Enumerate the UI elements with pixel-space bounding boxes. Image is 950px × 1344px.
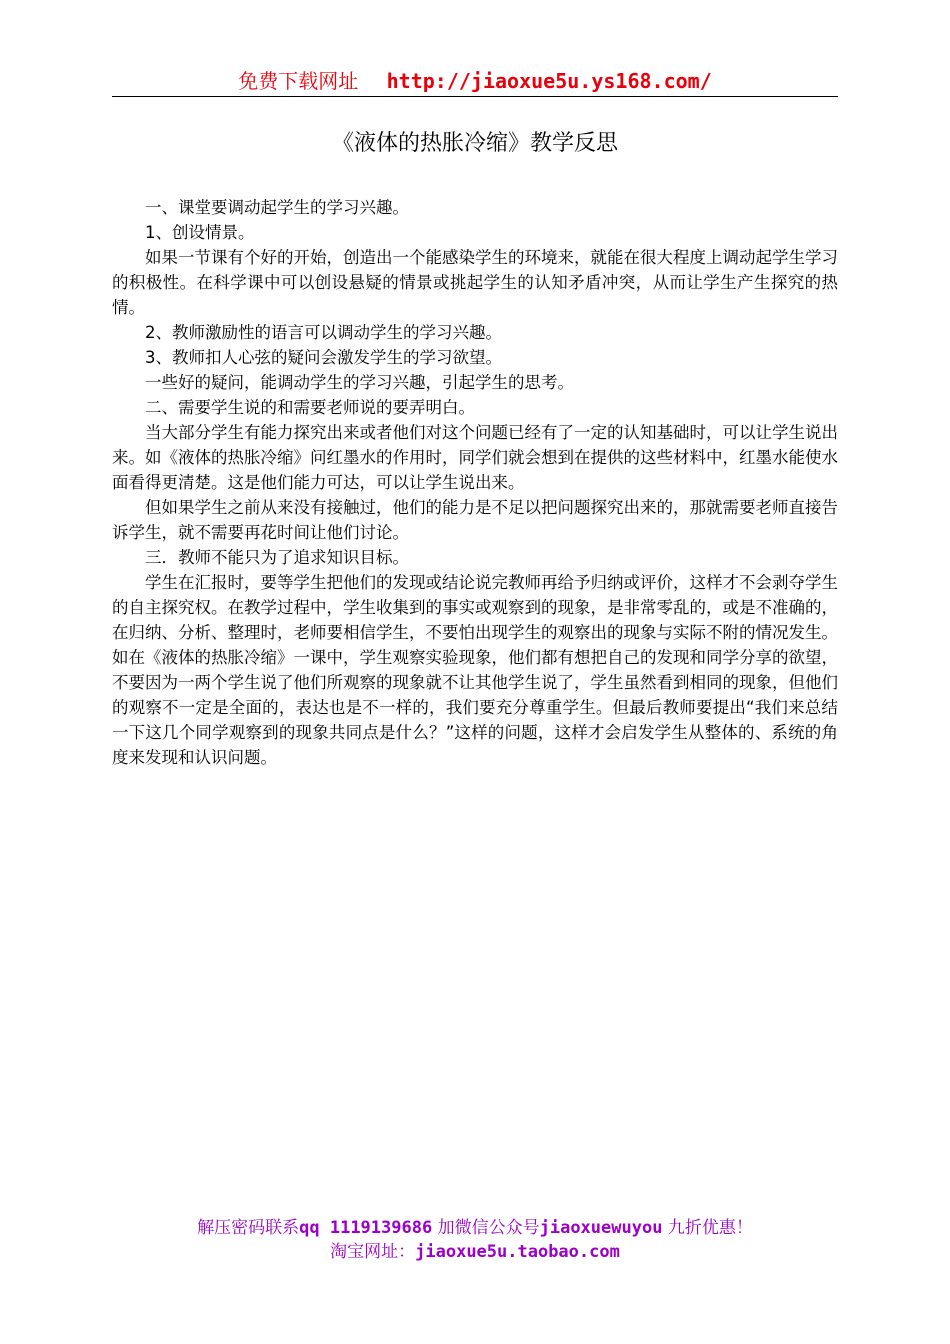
paragraph: 2、教师激励性的语言可以调动学生的学习兴趣。 xyxy=(145,323,502,342)
footer-wechat-id: jiaoxuewuyou xyxy=(539,1218,663,1238)
footer-qq: qq 1119139686 xyxy=(299,1218,433,1238)
paragraph: 三．教师不能只为了追求知识目标。 xyxy=(145,548,409,567)
header-label: 免费下载网址 xyxy=(238,69,359,93)
paragraph: 一、课堂要调动起学生的学习兴趣。 xyxy=(145,198,409,217)
footer-shop-label: 淘宝网址： xyxy=(330,1242,416,1262)
footer-discount: 九折优惠！ xyxy=(667,1218,753,1238)
footer-contact-line xyxy=(112,1216,838,1240)
page-header xyxy=(112,66,838,96)
document-title: 《液体的热胀冷缩》教学反思 xyxy=(331,131,618,156)
paragraph: 二、需要学生说的和需要老师说的要弄明白。 xyxy=(145,398,475,417)
footer-shop-line xyxy=(112,1240,838,1264)
footer-wechat-label: 加微信公众号 xyxy=(437,1218,540,1238)
document-body xyxy=(112,195,838,770)
paragraph: 一些好的疑问，能调动学生的学习兴趣，引起学生的思考。 xyxy=(145,373,574,392)
paragraph: 1、创设情景。 xyxy=(145,223,255,242)
header-divider xyxy=(112,96,838,97)
paragraph: 但如果学生之前从来没有接触过，他们的能力是不足以把问题探究出来的，那就需要老师直接告诉学生，就不需要再花时间让他们讨论。 xyxy=(112,498,838,542)
footer-shop-link[interactable]: jiaoxue5u.taobao.com xyxy=(415,1242,620,1262)
paragraph: 当大部分学生有能力探究出来或者他们对这个问题已经有了一定的认知基础时，可以让学生说出来。如《液体的热胀冷缩》问红墨水的作用时，同学们就会想到在提供的这些材料中，红墨水能使水面看得更清楚。这是他们能力可达，可以让学生说出来。 xyxy=(112,423,838,492)
paragraph: 如果一节课有个好的开始，创造出一个能感染学生的环境来，就能在很大程度上调动起学生学习的积极性。在科学课中可以创设悬疑的情景或挑起学生的认知矛盾冲突，从而让学生产生探究的热情。 xyxy=(112,248,838,317)
header-url-link[interactable]: http://jiaoxue5u.ys168.com/ xyxy=(386,69,712,93)
paragraph: 学生在汇报时，要等学生把他们的发现或结论说完教师再给予归纳或评价，这样才不会剥夺学生的自主探究权。在教学过程中，学生收集到的事实或观察到的现象，是非常零乱的，或是不准确的，在归纳、分析、整理时，老师要相信学生，不要怕出现学生的观察出的现象与实际不附的情况发生。如在《液体的热胀冷缩》一课中，学生观察实验现象，他们都有想把自己的发现和同学分享的欲望，不要因为一两个学生说了他们所观察的现象就不让其他学生说了，学生虽然看到相同的现象，但他们的观察不一定是全面的，表达也是不一样的，我们要充分尊重学生。但最后教师要提出“我们来总结一下这几个同学观察到的现象共同点是什么？”这样的问题，这样才会启发学生从整体的、系统的角度来发现和认识问题。 xyxy=(112,573,838,767)
footer-password-label: 解压密码联系 xyxy=(197,1218,300,1238)
paragraph: 3、教师扣人心弦的疑问会激发学生的学习欲望。 xyxy=(145,348,502,367)
